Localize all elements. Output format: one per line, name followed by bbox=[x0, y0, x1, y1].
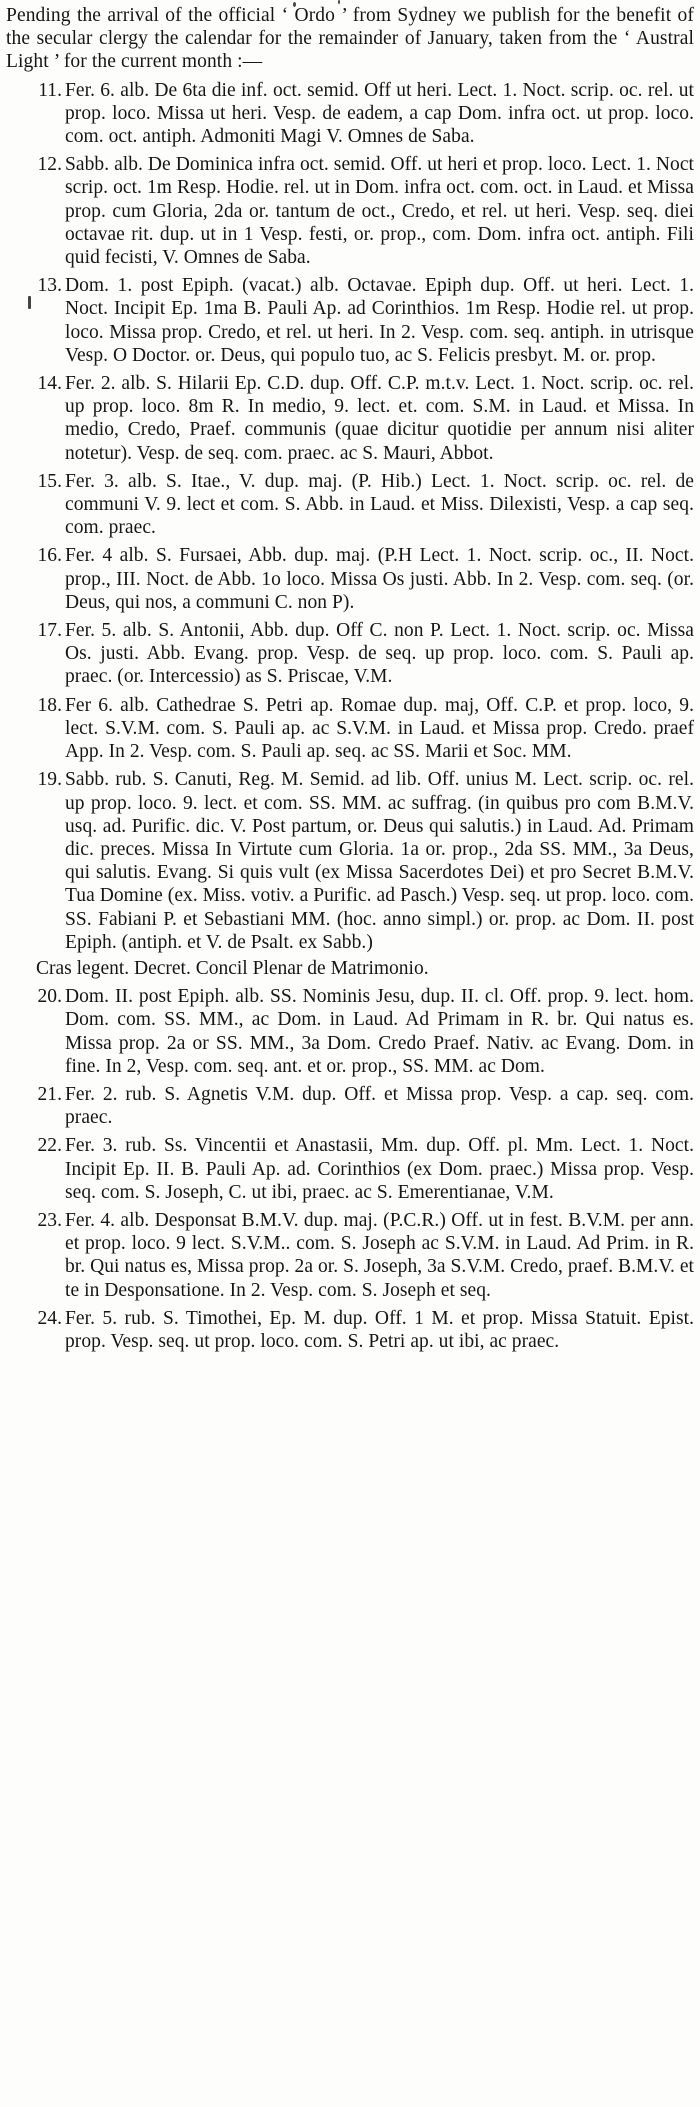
entry-day-number: 13. bbox=[37, 275, 62, 297]
calendar-entry-15 bbox=[6, 470, 694, 540]
entry-text: Fer. 2. rub. S. Agnetis V.M. dup. Off. et Missa prop. Vesp. a cap. seq. com. praec. bbox=[65, 1083, 694, 1129]
entry-text: Fer 6. alb. Cathedrae S. Petri ap. Romae dup. maj, Off. C.P. et prop. loco, 9. lect. S.V.M. com. S. Pauli ap. ac S.V.M. in Laud. et Missa prop. Credo. praef App. In 2. Vesp. com. S. Pauli ap. seq. ac SS. Marii et Soc. MM. bbox=[65, 694, 694, 763]
entry-text: Fer. 4. alb. Desponsat B.M.V. dup. maj. (P.C.R.) Off. ut in fest. B.V.M. per ann. et prop. loco. 9 lect. S.V.M.. com. S. Joseph ac S.V.M. in Laud. Ad Prim. in R. br. Qui natus es, Missa prop. 2a or. S. Joseph, 3a S.V.M. Credo, praef. B.M.V. et te in Desponsatione. In 2. Vesp. com. S. Joseph et seq. bbox=[65, 1209, 694, 1301]
calendar-entry-16 bbox=[6, 544, 694, 614]
entry-day-number: 18. bbox=[37, 694, 62, 716]
entry-day-number: 22. bbox=[37, 1135, 62, 1157]
calendar-entry-20 bbox=[6, 985, 694, 1078]
calendar-entry-22 bbox=[6, 1134, 694, 1204]
calendar-entry-24 bbox=[6, 1307, 694, 1353]
entry-day-number: 23. bbox=[37, 1209, 62, 1231]
entry-day-number: 24. bbox=[37, 1307, 62, 1329]
entry-day-number: 12. bbox=[37, 154, 62, 176]
entry-text: Fer. 3. alb. S. Itae., V. dup. maj. (P. Hib.) Lect. 1. Noct. scrip. oc. rel. de communi V. 9. lect et com. S. Abb. in Laud. et Miss. Dilexisti, Vesp. a cap seq. com. praec. bbox=[65, 470, 694, 539]
entry-text: Sabb. rub. S. Canuti, Reg. M. Semid. ad lib. Off. unius M. Lect. scrip. oc. rel. up prop. loco. 9. lect. et com. SS. MM. ac suffrag. (in quibus pro com B.M.V. usq. ad. Purific. dic. V. Post partum, or. Deus qui salutis.) in Laud. Ad. Primam dic. preces. Missa In Virtute cum Gloria. 1a or. prop., 2da SS. MM., 3a Deus, qui salutis. Evang. Si quis vult (ex Missa Sacerdotes Dei) et pro Secret B.M.V. Tua Domine (ex. Miss. votiv. a Purific. ad Pasch.) Vesp. seq. ut prop. loco. com. SS. Fabiani P. et Sebastiani MM. (hoc. anno simpl.) or. prop. ac Dom. II. post Epiph. (antiph. et V. de Psalt. ex Sabb.) bbox=[65, 769, 694, 953]
calendar-entry-14 bbox=[6, 372, 694, 465]
calendar-entry-12 bbox=[6, 153, 694, 269]
entry-text: Fer. 4 alb. S. Fursaei, Abb. dup. maj. (P.H Lect. 1. Noct. scrip. oc., II. Noct. prop., III. Noct. de Abb. 1o loco. Missa Os justi. Abb. In 2. Vesp. com. seq. (or. Deus, qui nos, a communi C. non P). bbox=[65, 545, 694, 613]
calendar-entry-18 bbox=[6, 694, 694, 764]
entry-day-number: 20. bbox=[37, 986, 62, 1008]
entry-text: Sabb. alb. De Dominica infra oct. semid. Off. ut heri et prop. loco. Lect. 1. Noct scrip. oct. 1m Resp. Hodie. rel. ut in Dom. infra oct. com. oct. in Laud. et Missa prop. cum Gloria, 2da or. tantum de oct., Credo, et rel. ut heri. Vesp. seq. diei octavae rit. dup. ut in 1 Vesp. festi, or. prop., com. Dom. infra oct. antiph. Fili quid fecisti, V. Omnes de Saba. bbox=[65, 154, 694, 269]
calendar-entry-13 bbox=[6, 274, 694, 367]
calendar-column bbox=[6, 4, 694, 1358]
entry-text: Fer. 5. alb. S. Antonii, Abb. dup. Off C. non P. Lect. 1. Noct. scrip. oc. Missa Os. justi. Abb. Evang. prop. Vesp. de seq. up prop. loco. com. S. Pauli ap. praec. (or. Intercessio) as S. Priscae, V.M. bbox=[65, 620, 694, 688]
entry-text: Fer. 6. alb. De 6ta die inf. oct. semid. Off ut heri. Lect. 1. Noct. scrip. oc. rel. ut prop. loco. Missa ut heri. Vesp. de eadem, a cap Dom. infra oct. ut prop. loco. com. oct. antiph. Admoniti Magi V. Omnes de Saba. bbox=[65, 79, 694, 148]
decree-note: Cras legent. Decret. Concil Plenar de Matrimonio. bbox=[36, 957, 429, 979]
entry-text: Fer. 5. rub. S. Timothei, Ep. M. dup. Off. 1 M. et prop. Missa Statuit. Epist. prop. Vesp. seq. ut prop. loco. com. S. Petri ap. ut ibi, ac praec. bbox=[65, 1307, 694, 1352]
calendar-entry-17 bbox=[6, 619, 694, 689]
calendar-entry-19 bbox=[6, 768, 694, 954]
entry-text: Dom. II. post Epiph. alb. SS. Nominis Jesu, dup. II. cl. Off. prop. 9. lect. hom. Dom. com. SS. MM., ac Dom. in Laud. Ad Primam in R. br. Qui natus es. Missa prop. 2a or SS. MM., 3a Dom. Credo Praef. Nativ. ac Evang. Dom. in fine. In 2, Vesp. com. seq. ant. et or. prop., SS. MM. ac Dom. bbox=[65, 986, 694, 1077]
calendar-entry-21 bbox=[6, 1083, 694, 1129]
entry-day-number: 21. bbox=[37, 1083, 62, 1105]
entry-text: Fer. 2. alb. S. Hilarii Ep. C.D. dup. Off. C.P. m.t.v. Lect. 1. Noct. scrip. oc. rel. up prop. loco. 8m R. In medio, 9. lect. et. com. S.M. in Laud. et Missa. In medio, Credo, Praef. communis (quae dicitur quotidie per annum nisi aliter notetur). Vesp. de seq. com. praec. ac S. Mauri, Abbot. bbox=[65, 373, 694, 464]
entry-day-number: 19. bbox=[37, 769, 62, 791]
calendar-entry-11 bbox=[6, 79, 694, 149]
entry-text: Dom. 1. post Epiph. (vacat.) alb. Octavae. Epiph dup. Off. ut heri. Lect. 1. Noct. Incipit Ep. 1ma B. Pauli Ap. ad Corinthios. 1m Resp. Hodie rel. ut prop. loco. Missa prop. Credo, et rel. ut heri. In 2. Vesp. com. seq. antiph. in utrisque Vesp. O Doctor. or. Deus, qui populo tuo, ac S. Felicis presbyt. M. or. prop. bbox=[65, 275, 694, 366]
calendar-entry-23 bbox=[6, 1209, 694, 1302]
intro-paragraph: Pending the arrival of the official ‘ Ordo ’ from Sydney we publish for the benefit of the secular clergy the calendar for the remainder of January, taken from the ‘ Austral Light ’ for the current month :— bbox=[6, 5, 694, 73]
entry-day-number: 17. bbox=[37, 620, 62, 642]
entry-text: Fer. 3. rub. Ss. Vincentii et Anastasii, Mm. dup. Off. pl. Mm. Lect. 1. Noct. Incipit Ep. II. B. Pauli Ap. ad. Corinthios (ex Dom. praec.) Missa prop. Vesp. seq. com. S. Joseph, C. ut ibi, praec. ac S. Emerentianae, V.M. bbox=[65, 1135, 694, 1203]
entry-day-number: 11. bbox=[38, 79, 62, 101]
entry-day-number: 16. bbox=[37, 545, 62, 567]
entry-day-number: 15. bbox=[37, 470, 62, 492]
entry-day-number: 14. bbox=[37, 373, 62, 395]
